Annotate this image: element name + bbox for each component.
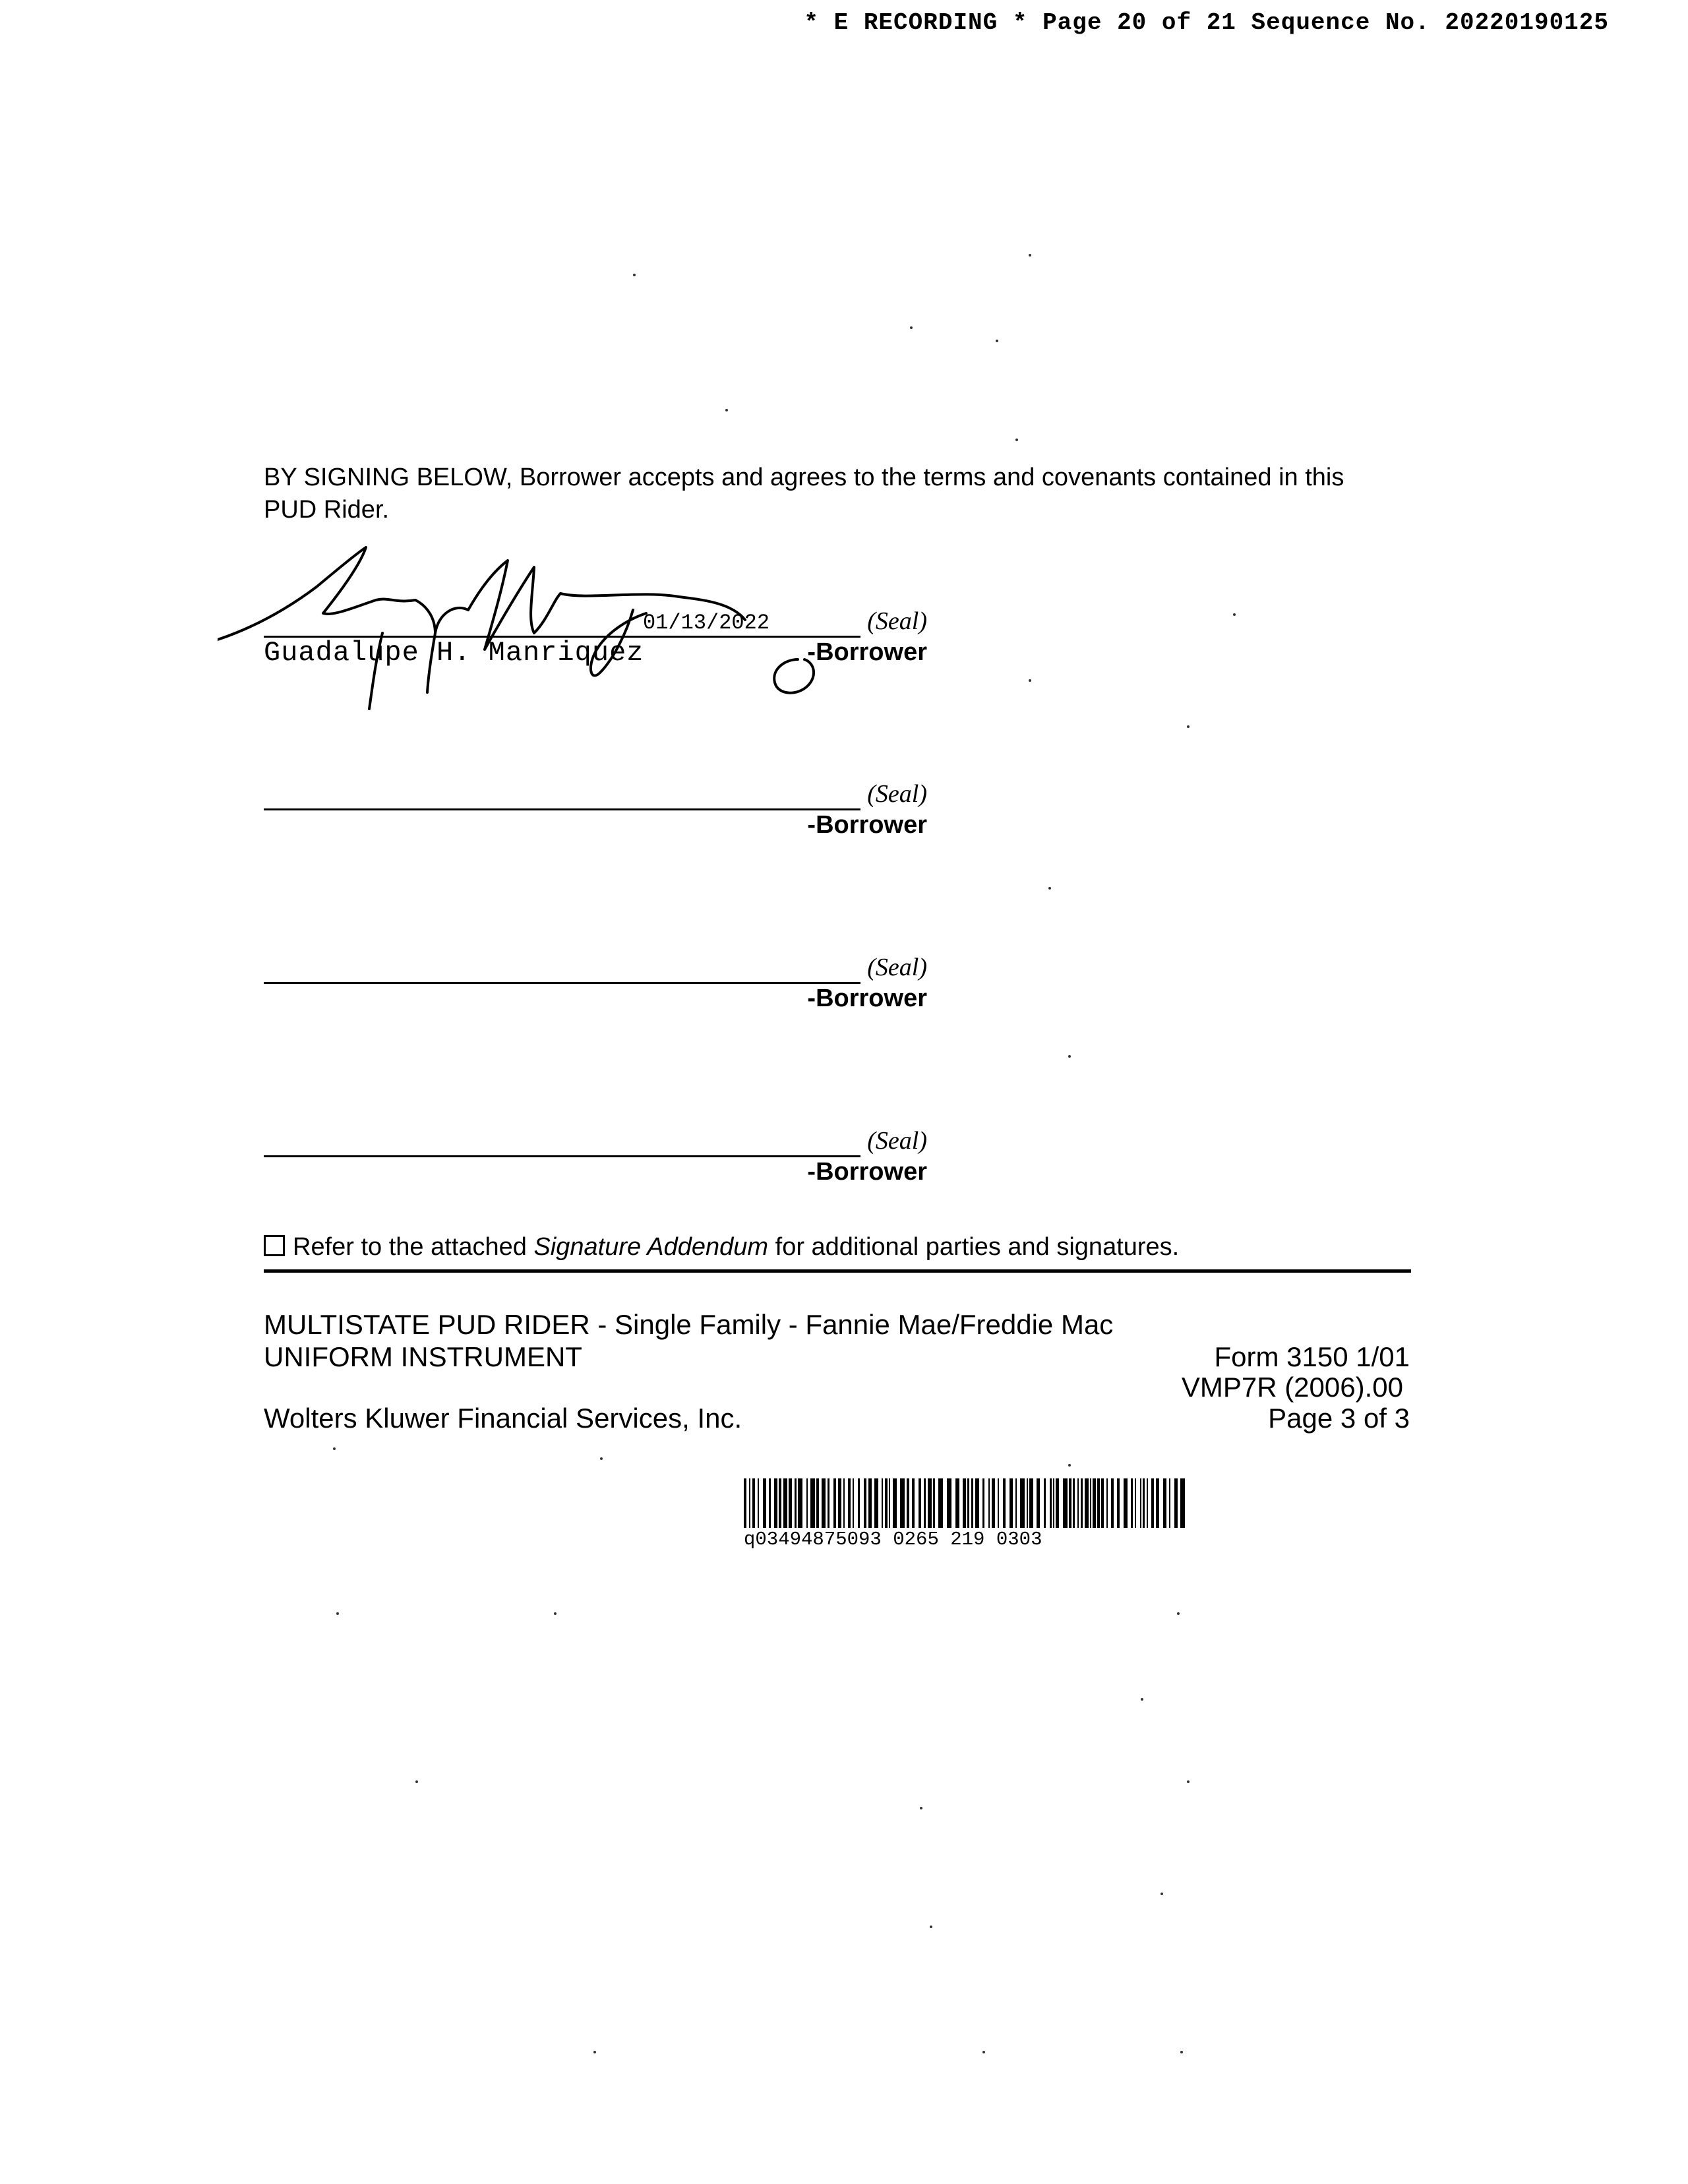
acceptance-statement	[264, 462, 1385, 526]
barcode-bar	[988, 1478, 990, 1528]
barcode-bar	[1106, 1478, 1108, 1528]
barcode-bar	[1090, 1478, 1091, 1528]
barcode-bar	[893, 1478, 897, 1528]
barcode-bar	[889, 1478, 890, 1528]
barcode-image	[744, 1478, 1192, 1528]
addendum-prefix: Refer to the attached	[293, 1233, 534, 1261]
scan-speck	[996, 340, 998, 342]
barcode-bar	[1093, 1478, 1096, 1528]
barcode-bar	[928, 1478, 932, 1528]
seal-label: (Seal)	[867, 954, 927, 981]
barcode-bar	[912, 1478, 915, 1528]
scan-speck	[920, 1807, 922, 1809]
borrower-label: -Borrower	[807, 638, 927, 666]
vmp-code: VMP7R (2006).00	[1181, 1372, 1403, 1403]
signature-line	[264, 1155, 860, 1157]
barcode-bar	[752, 1478, 755, 1528]
signature-line	[264, 982, 860, 984]
barcode-bar	[982, 1478, 984, 1528]
barcode-bar	[947, 1478, 951, 1528]
scan-speck	[1187, 1780, 1190, 1783]
barcode-bar	[1056, 1478, 1059, 1528]
handwritten-signature	[218, 534, 943, 719]
barcode-bar	[1069, 1478, 1071, 1528]
scan-speck	[1068, 1464, 1071, 1467]
scan-speck	[1015, 439, 1018, 441]
addendum-checkbox[interactable]	[264, 1235, 285, 1256]
scan-speck	[1029, 254, 1031, 257]
barcode-bar	[1081, 1478, 1083, 1528]
barcode-bar	[1037, 1478, 1040, 1528]
barcode-bar	[971, 1478, 973, 1528]
barcode-bar	[1097, 1478, 1100, 1528]
form-number: Form 3150 1/01	[1214, 1341, 1410, 1372]
scan-speck	[1160, 1893, 1163, 1895]
barcode-bar	[795, 1478, 797, 1528]
barcode-bar	[882, 1478, 883, 1528]
barcode-bar	[816, 1478, 819, 1528]
barcode-bar	[833, 1478, 836, 1528]
barcode-bar	[1151, 1478, 1154, 1528]
addendum-title: Signature Addendum	[533, 1233, 769, 1261]
scan-speck	[1233, 613, 1236, 616]
barcode-bar	[779, 1478, 781, 1528]
barcode-bar	[1003, 1478, 1006, 1528]
scan-speck	[725, 409, 728, 411]
barcode-bar	[998, 1478, 999, 1528]
signature-block-4	[264, 1126, 930, 1199]
barcode-bar	[992, 1478, 995, 1528]
page-number: Page 3 of 3	[1268, 1403, 1410, 1434]
scan-speck	[1029, 679, 1031, 682]
barcode-bar	[769, 1478, 771, 1528]
barcode-bar	[919, 1478, 921, 1528]
signature-block-2	[264, 779, 930, 852]
signature-date: 01/13/2022	[643, 611, 770, 635]
barcode-bar	[885, 1478, 888, 1528]
barcode-bar	[975, 1478, 979, 1528]
barcode-bar	[900, 1478, 905, 1528]
publisher-name: Wolters Kluwer Financial Services, Inc.	[264, 1403, 742, 1434]
barcode-bar	[1063, 1478, 1068, 1528]
barcode-bar	[963, 1478, 966, 1528]
seal-label: (Seal)	[867, 780, 927, 808]
scan-speck	[593, 2051, 596, 2053]
barcode-bar	[749, 1478, 750, 1528]
barcode-bar	[1073, 1478, 1075, 1528]
borrower-label: -Borrower	[807, 1158, 927, 1186]
barcode-bar	[853, 1478, 854, 1528]
barcode-bar	[1140, 1478, 1141, 1528]
barcode-bar	[1131, 1478, 1133, 1528]
barcode-bar	[1169, 1478, 1170, 1528]
barcode-bar	[907, 1478, 909, 1528]
scan-speck	[1048, 887, 1051, 890]
scan-speck	[982, 2051, 985, 2053]
barcode-bar	[1015, 1478, 1017, 1528]
barcode-bar	[848, 1478, 851, 1528]
barcode-bar	[1180, 1478, 1185, 1528]
barcode-bar	[938, 1478, 943, 1528]
barcode-bar	[798, 1478, 802, 1528]
barcode-bar	[874, 1478, 878, 1528]
barcode-bar	[967, 1478, 969, 1528]
barcode-bar	[1044, 1478, 1046, 1528]
barcode-bar	[1111, 1478, 1114, 1528]
barcode-bar	[858, 1478, 860, 1528]
scan-speck	[1180, 2051, 1183, 2053]
borrower-label: -Borrower	[807, 985, 927, 1012]
scan-speck	[333, 1447, 336, 1450]
barcode-bar	[838, 1478, 841, 1528]
scan-speck	[1141, 1698, 1143, 1701]
scan-speck	[336, 1612, 339, 1615]
barcode-bar	[1156, 1478, 1159, 1528]
barcode-bar	[1143, 1478, 1145, 1528]
barcode-bar	[1101, 1478, 1104, 1528]
recording-header: * E RECORDING * Page 20 of 21 Sequence No. 20220190125	[804, 9, 1609, 36]
barcode-bar	[1174, 1478, 1178, 1528]
barcode-bar	[763, 1478, 766, 1528]
borrower-label: -Borrower	[807, 811, 927, 839]
scan-speck	[600, 1457, 603, 1460]
scan-speck	[910, 326, 913, 329]
barcode-bar	[1163, 1478, 1166, 1528]
footer-divider	[264, 1269, 1411, 1273]
barcode-bar	[843, 1478, 845, 1528]
barcode-bar	[1029, 1478, 1033, 1528]
barcode-bar	[1077, 1478, 1079, 1528]
barcode-bar	[1085, 1478, 1089, 1528]
acceptance-lead: BY SIGNING BELOW,	[264, 464, 513, 491]
barcode-bar	[774, 1478, 777, 1528]
barcode-bar	[1135, 1478, 1136, 1528]
barcode-bar	[1020, 1478, 1025, 1528]
scan-speck	[930, 1926, 932, 1928]
barcode-bar	[1050, 1478, 1052, 1528]
signature-addendum-note	[264, 1233, 1179, 1261]
addendum-suffix: for additional parties and signatures.	[768, 1233, 1180, 1261]
barcode-bar	[1124, 1478, 1128, 1528]
barcode-bar	[868, 1478, 872, 1528]
barcode-bar	[933, 1478, 935, 1528]
seal-label: (Seal)	[867, 1127, 927, 1155]
form-subtitle: UNIFORM INSTRUMENT	[264, 1341, 582, 1372]
scan-speck	[1187, 725, 1190, 728]
seal-label: (Seal)	[867, 607, 927, 635]
signature-block-3	[264, 953, 930, 1025]
signature-line	[264, 808, 860, 810]
barcode-bar	[806, 1478, 808, 1528]
barcode-bar	[924, 1478, 926, 1528]
scan-speck	[415, 1780, 418, 1783]
barcode-bar	[822, 1478, 826, 1528]
barcode-bar	[1147, 1478, 1148, 1528]
barcode-bar	[810, 1478, 815, 1528]
barcode-bar	[864, 1478, 866, 1528]
barcode-bar	[789, 1478, 792, 1528]
scan-speck	[633, 274, 636, 276]
barcode-bar	[758, 1478, 759, 1528]
barcode-bar	[1053, 1478, 1054, 1528]
barcode-bar	[955, 1478, 959, 1528]
borrower-typed-name: Guadalupe H. Manriquez	[264, 637, 644, 669]
barcode-bar	[783, 1478, 787, 1528]
scan-speck	[554, 1612, 557, 1615]
barcode-bar	[1027, 1478, 1028, 1528]
form-title: MULTISTATE PUD RIDER - Single Family - Fannie Mae/Freddie Mac	[264, 1309, 1114, 1340]
barcode-bar	[1117, 1478, 1120, 1528]
barcode-bar	[744, 1478, 746, 1528]
scan-speck	[1068, 1055, 1071, 1058]
scan-speck	[1177, 1612, 1180, 1615]
barcode-bar	[1010, 1478, 1013, 1528]
acceptance-body: Borrower accepts and agrees to the terms and covenants contained in this PUD Rider.	[264, 464, 1344, 524]
barcode-bar	[828, 1478, 829, 1528]
barcode-number: q03494875093 0265 219 0303	[744, 1529, 1042, 1550]
